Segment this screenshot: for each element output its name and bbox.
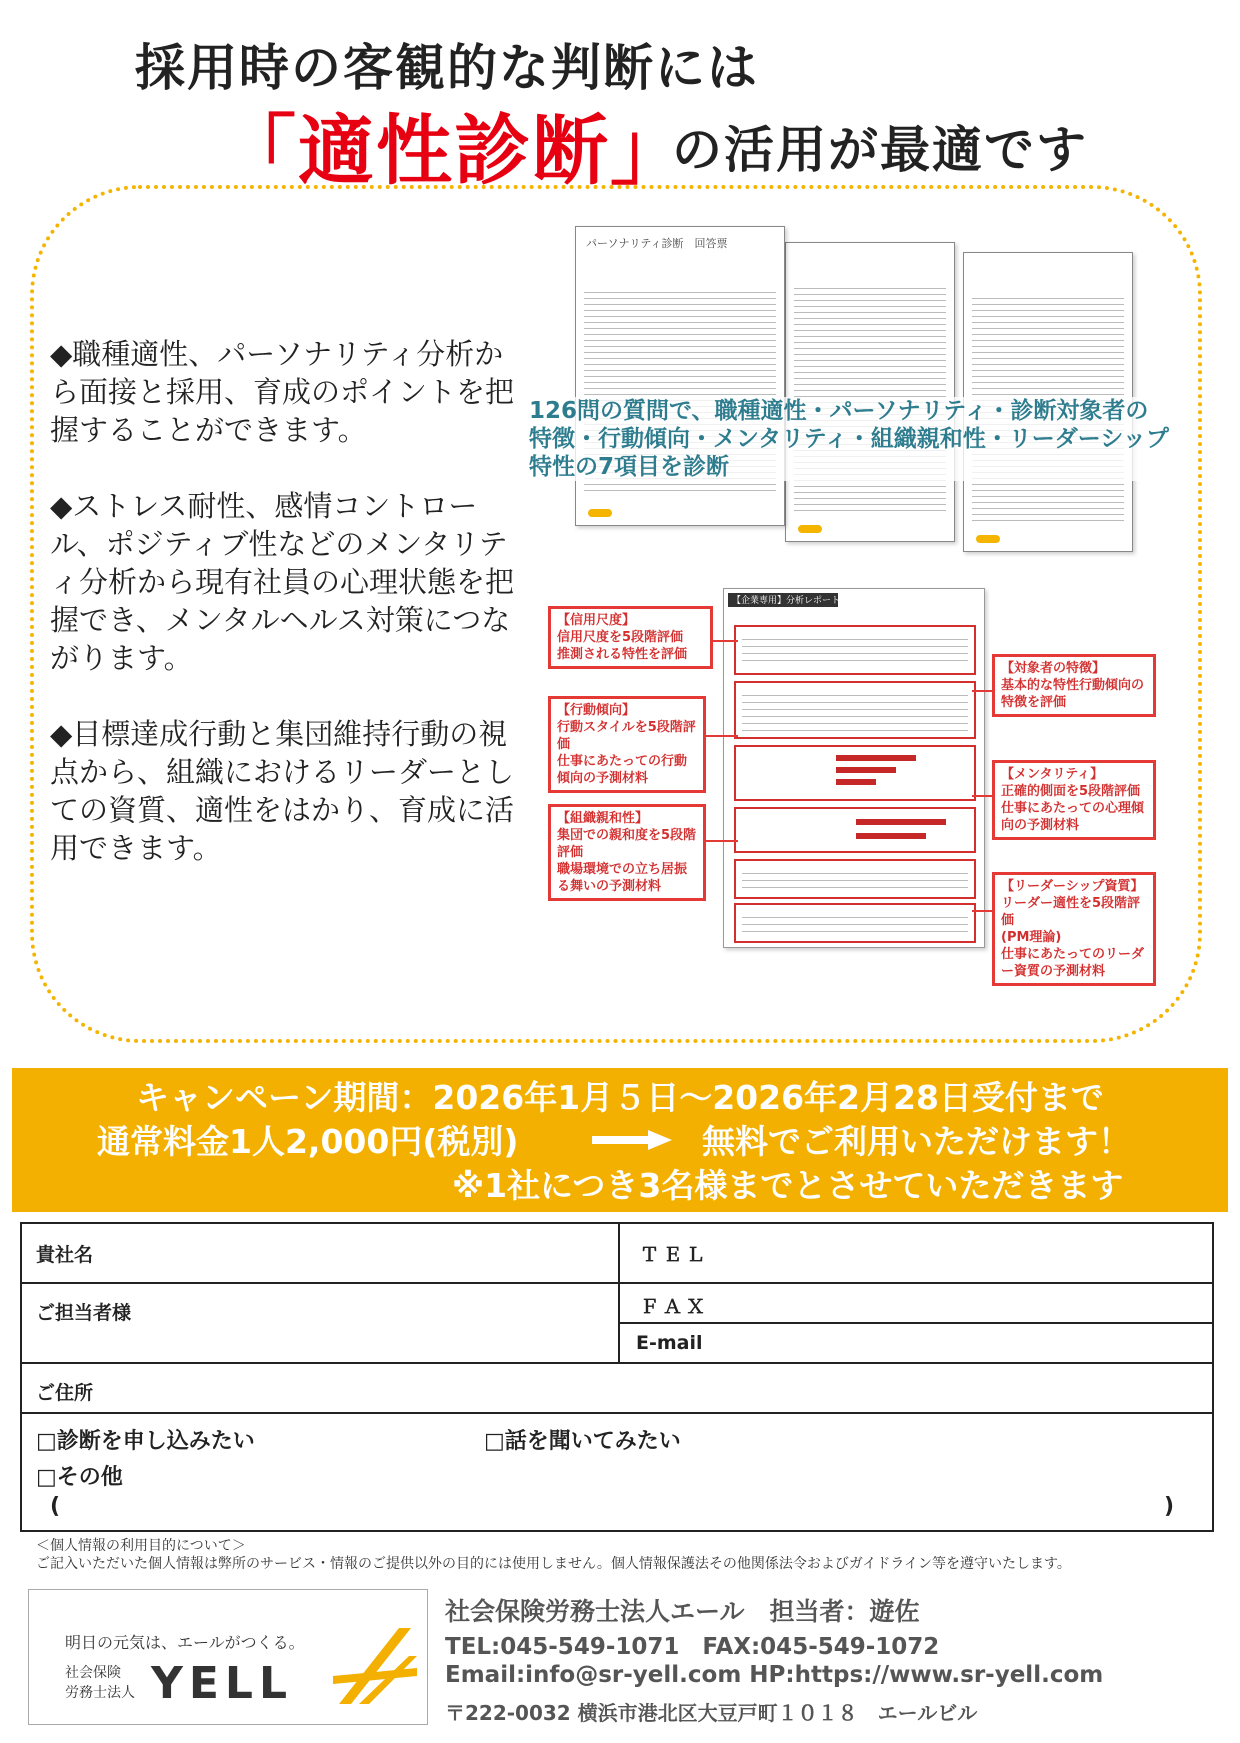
callout-credit-body: 信用尺度を5段階評価 推測される特性を評価 (557, 630, 688, 662)
campaign-limit-note: ※1社につき3名様までとさせていただきます (452, 1166, 1124, 1205)
callout-leadership (992, 872, 1156, 986)
report-section-behavior (734, 745, 976, 801)
callout-features-body: 基本的な特性行動傾向の特徴を評価 (1001, 678, 1145, 710)
callout-mentality-title: 【メンタリティ】 (1001, 767, 1104, 782)
connector-line (972, 690, 992, 692)
report-section-leadership (734, 903, 976, 943)
other-paren-close: ) (1164, 1494, 1175, 1519)
other-paren-open: ( (50, 1494, 61, 1519)
checkbox-other[interactable]: □その他 (36, 1465, 123, 1490)
fax-field[interactable] (618, 1282, 1214, 1324)
report-thumbnail (723, 588, 985, 948)
campaign-banner (12, 1068, 1228, 1212)
company-field[interactable] (20, 1222, 620, 1284)
callout-behavior (548, 696, 706, 793)
logo-sub1: 社会保険 (65, 1665, 121, 1681)
application-form (20, 1222, 1214, 1532)
privacy-heading: ＜個人情報の利用目的について＞ (36, 1538, 246, 1554)
callout-credit (548, 606, 713, 669)
callout-org (548, 804, 706, 901)
report-section-org (734, 859, 976, 899)
questionnaire-caption (525, 397, 1173, 481)
report-section-features (734, 681, 976, 739)
callout-org-body: 集団での親和度を5段階評価 職場環境での立ち居振る舞いの予測材料 (557, 828, 697, 894)
headline-product-name: 「適性診断」 (220, 106, 688, 195)
logo-sub2: 労務士法人 (65, 1685, 135, 1701)
campaign-period: キャンペーン期間：2026年1月５日～2026年2月28日受付まで (136, 1078, 1104, 1117)
bullet-leadership: ◆目標達成行動と集団維持行動の視点から、組織におけるリーダーとしての資質、適性をはかり、育成に活用できます。 (50, 717, 515, 865)
yell-logo-icon (329, 1626, 419, 1706)
connector-line (706, 735, 738, 737)
callout-features-title: 【対象者の特徴】 (1001, 661, 1106, 676)
contact-person-label: ご担当者様 (36, 1302, 132, 1324)
caption-line1: 126問の質問で、職種適性・パーソナリティ・診断対象者の (529, 398, 1149, 424)
callout-mentality (992, 760, 1156, 840)
arrow-right-icon (592, 1130, 672, 1150)
tel-label: ＴＥＬ (640, 1244, 710, 1266)
campaign-regular-price: 通常料金1人2,000円(税別) (97, 1122, 519, 1161)
contact-person-field[interactable] (20, 1282, 620, 1364)
headline-line3: の活用が最適です (672, 121, 1088, 179)
campaign-free-offer: 無料でご利用いただけます！ (702, 1122, 1131, 1161)
report-section-credit (734, 625, 976, 675)
footer-email-web[interactable]: Email:info@sr-yell.com HP:https://www.sr-yell.com (445, 1662, 1104, 1688)
tel-field[interactable] (618, 1222, 1214, 1284)
callout-leadership-title: 【リーダーシップ資質】 (1001, 879, 1144, 894)
callout-behavior-body: 行動スタイルを5段階評価 仕事にあたっての行動傾向の予測材料 (557, 720, 696, 786)
other-detail-input[interactable] (72, 1492, 1142, 1522)
privacy-body: ご記入いただいた個人情報は弊所のサービス・情報のご提供以外の目的には使用しません。個人情報保護法その他関係法令およびガイドライン等を遵守いたします。 (36, 1556, 1071, 1572)
callout-mentality-body: 正確的側面を5段階評価 仕事にあたっての心理傾向の予測材料 (1001, 784, 1145, 833)
checkbox-talk[interactable]: □話を聞いてみたい (484, 1429, 681, 1454)
address-field[interactable] (20, 1362, 1214, 1414)
connector-line (706, 840, 738, 842)
company-label: 貴社名 (36, 1244, 94, 1266)
logo-tagline: 明日の元気は、エールがつくる。 (65, 1633, 305, 1652)
feature-bullets (50, 335, 530, 905)
caption-line2: 特徴・行動傾向・メンタリティ・組織親和性・リーダーシップ (529, 426, 1169, 452)
company-logo-box (28, 1589, 428, 1725)
email-field[interactable] (618, 1322, 1214, 1364)
connector-line (972, 910, 992, 912)
footer-address: 〒222-0032 横浜市港北区大豆戸町１０１８ エールビル (445, 1701, 978, 1725)
footer-org: 社会保険労務士法人エール 担当者：遊佐 (445, 1597, 920, 1626)
questionnaire-sheet-2 (785, 242, 955, 542)
checkbox-apply[interactable]: □診断を申し込みたい (36, 1429, 255, 1454)
callout-behavior-title: 【行動傾向】 (557, 703, 636, 718)
connector-line (713, 640, 738, 642)
logo-brand: YELL (151, 1658, 293, 1709)
caption-line3: 特性の7項目を診断 (529, 454, 730, 480)
callout-leadership-body: リーダー適性を5段階評価 (PM理論) 仕事にあたってのリーダー資質の予測材料 (1001, 896, 1145, 979)
callout-features (992, 654, 1156, 717)
report-title: 【企業専用】分析レポート1/2 (732, 596, 855, 606)
bullet-aptitude: ◆職種適性、パーソナリティ分析から面接と採用、育成のポイントを把握することができます。 (50, 337, 515, 447)
email-label: E-mail (636, 1332, 703, 1354)
callout-credit-title: 【信用尺度】 (557, 613, 636, 628)
fax-label: ＦＡＸ (640, 1296, 710, 1318)
report-section-mentality (734, 807, 976, 853)
callout-org-title: 【組織親和性】 (557, 811, 649, 826)
bullet-mentality: ◆ストレス耐性、感情コントロール、ポジティブ性などのメンタリティ分析から現有社員の心理状態を把握でき、メンタルヘルス対策につながります。 (50, 489, 515, 675)
questionnaire-sheet-1 (575, 226, 785, 526)
connector-line (972, 795, 992, 797)
address-label: ご住所 (36, 1382, 94, 1404)
headline-line1: 採用時の客観的な判断には (135, 39, 759, 97)
questionnaire-sheet-title: パーソナリティ診断 回答票 (586, 237, 728, 250)
footer-tel-fax: TEL:045-549-1071 FAX:045-549-1072 (445, 1634, 940, 1660)
